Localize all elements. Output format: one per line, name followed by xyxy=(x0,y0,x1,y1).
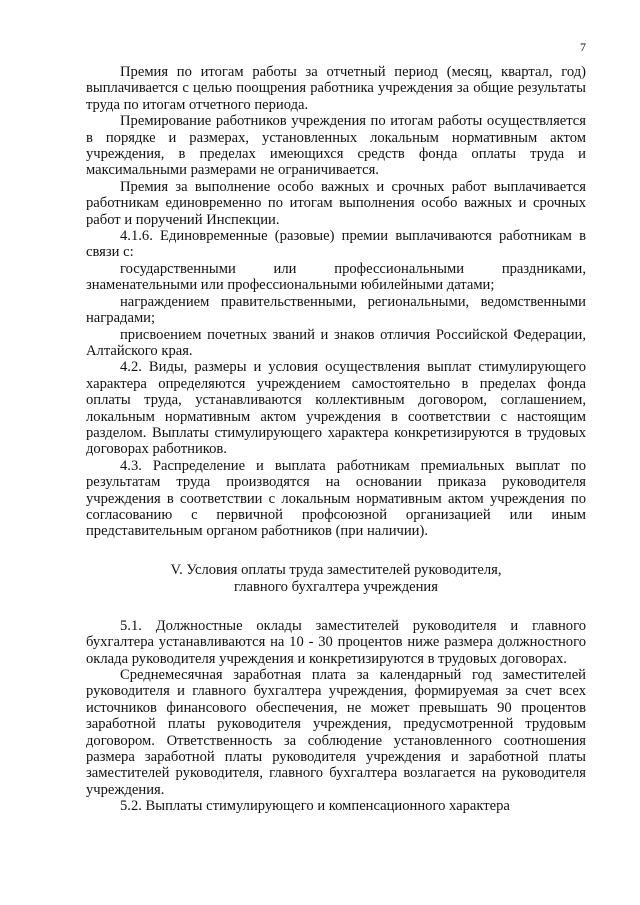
paragraph-period-bonus: Премия по итогам работы за отчетный период (месяц, квартал, год) выплачивается с целью поощрения работника учреждения за общие результаты труда по итогам отчетного периода. xyxy=(86,64,586,113)
document-body xyxy=(86,64,586,815)
list-item-holidays: государственными или профессиональными праздниками, знаменательными или профессиональными юбилейными датами; xyxy=(86,260,586,294)
list-item-titles: присвоением почетных званий и знаков отличия Российской Федерации, Алтайского края. xyxy=(86,326,586,359)
paragraph-bonus-procedure: Премирование работников учреждения по итогам работы осуществляется в порядке и размерах, установленных локальным нормативным актом учреждения, в пределах имеющихся средств фонда оплаты труда и максимальными размерами не ограничивается. xyxy=(86,113,586,179)
paragraph-average-salary: Среднемесячная заработная плата за календарный год заместителей руководителя и главного бухгалтера учреждения, формируемая за счет всех источников финансового обеспечения, не может превышать 90 процентов заработной платы руководителя учреждения, предусмотренной трудовым договором. Ответственность за соблюдение установленного соотношения размера заработной платы руководителя учреждения и заработной платы заместителей руководителя, главного бухгалтера возлагается на руководителя учреждения. xyxy=(86,667,586,798)
paragraph-urgent-work-bonus: Премия за выполнение особо важных и срочных работ выплачивается работникам единовременно по итогам выполнения особо важных и срочных работ и поручений Инспекции. xyxy=(86,178,586,228)
paragraph-4-1-6: 4.1.6. Единовременные (разовые) премии выплачиваются работникам в связи с: xyxy=(86,228,586,261)
section-5-title-line1: V. Условия оплаты труда заместителей руководителя, xyxy=(170,561,502,578)
paragraph-5-2: 5.2. Выплаты стимулирующего и компенсационного характера xyxy=(120,798,510,815)
paragraph-5-1: 5.1. Должностные оклады заместителей руководителя и главного бухгалтера устанавливаются на 10 - 30 процентов ниже размера должностного оклада руководителя учреждения и конкретизируются в трудовых договорах. xyxy=(86,617,586,667)
paragraph-4-2: 4.2. Виды, размеры и условия осуществления выплат стимулирующего характера определяются учреждением самостоятельно в пределах фонда оплаты труда, устанавливаются коллективным договором, соглашением, локальным нормативным актом учреждения в соответствии с настоящим разделом. Выплаты стимулирующего характера конкретизируются в трудовых договорах работников. xyxy=(86,359,586,458)
page-number: 7 xyxy=(580,40,586,54)
paragraph-4-3: 4.3. Распределение и выплата работникам премиальных выплат по результатам труда производятся на основании приказа руководителя учреждения в соответствии с локальным нормативным актом учреждения по согласованию с первичной профсоюзной организацией или иным представительным органом работников (при наличии). xyxy=(86,457,586,540)
list-item-awards: награждением правительственными, региональными, ведомственными наградами; xyxy=(86,293,586,327)
section-5-heading xyxy=(86,562,586,596)
section-5-title-line2: главного бухгалтера учреждения xyxy=(234,578,438,595)
